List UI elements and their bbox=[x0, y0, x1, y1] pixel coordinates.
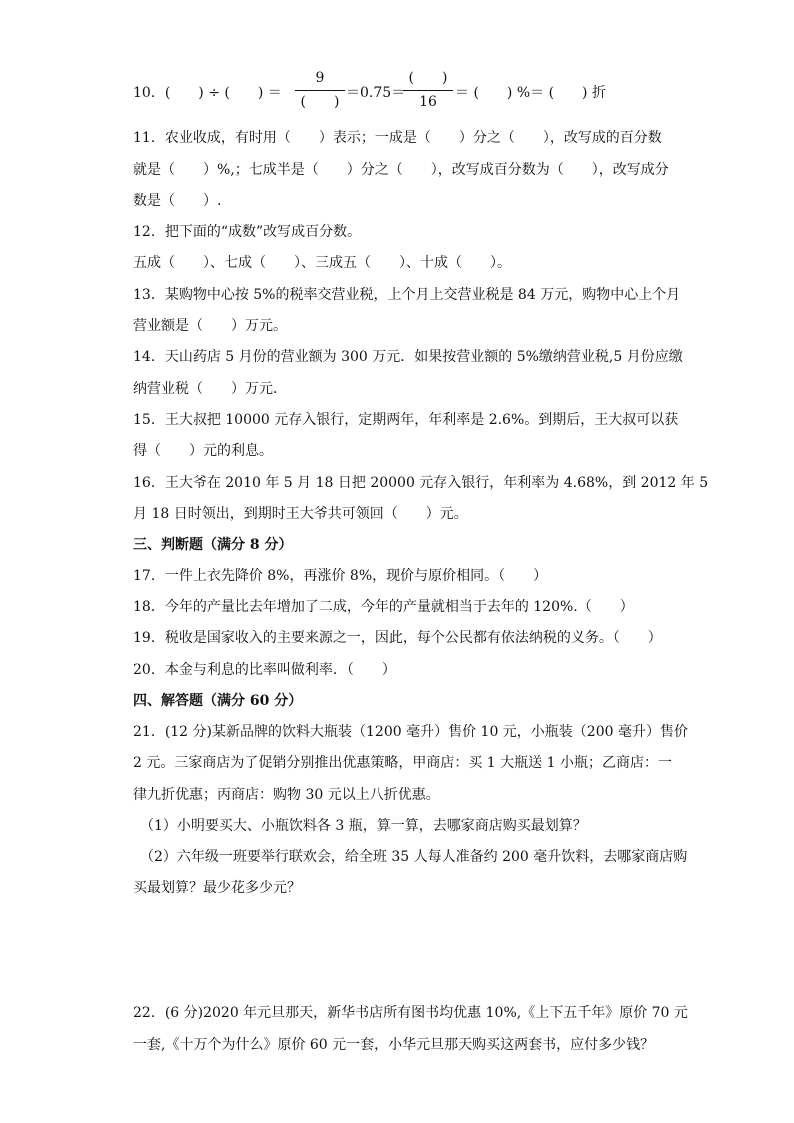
section-heading-judgment: 三、判断题（满分 8 分） bbox=[133, 537, 293, 553]
section-heading-solve: 四、解答题（满分 60 分） bbox=[133, 693, 303, 709]
q15-line-1: 15．王大叔把 10000 元存入银行，定期两年，年利率是 2.6%。到期后，王大叔可以获 bbox=[133, 412, 679, 428]
q17-line: 17．一件上衣先降价 8%，再涨价 8%，现价与原价相同。（ ） bbox=[133, 568, 548, 584]
q20-line: 20．本金与利息的比率叫做利率．（ ） bbox=[133, 662, 396, 678]
q21-sub-2-line-2: 买最划算？最少花多少元？ bbox=[133, 880, 301, 896]
q16-line-1: 16．王大爷在 2010 年 5 月 18 日把 20000 元存入银行，年利率为 4.68%，到 2012 年 5 bbox=[133, 475, 709, 491]
q10-fraction-1 bbox=[295, 68, 345, 112]
q22-line-2: 一套,《十万个为什么》原价 60 元一套，小华元旦那天购买这两套书，应付多少钱？ bbox=[133, 1037, 655, 1053]
q11-line-1: 11．农业收成，有时用（ ）表示；一成是（ ）分之（ ），改写成的百分数 bbox=[133, 130, 662, 146]
q10-frac1-denominator: ( ) bbox=[300, 94, 340, 110]
q18-line: 18．今年的产量比去年增加了二成，今年的产量就相当于去年的 120%.（ ） bbox=[133, 599, 634, 615]
q10-frac1-numerator: 9 bbox=[315, 70, 325, 86]
q15-line-2: 得（ ）元的利息。 bbox=[133, 443, 273, 459]
q11-line-2: 就是（ ）%,；七成半是（ ）分之（ ），改写成百分数为（ ），改写成分 bbox=[133, 162, 669, 178]
q21-sub-1: （1）小明要买大、小瓶饮料各 3 瓶，算一算，去哪家商店购买最划算？ bbox=[140, 818, 587, 834]
q10-frac2-numerator: ( ) bbox=[408, 70, 448, 86]
q10-fraction-2 bbox=[403, 68, 453, 112]
q14-line-2: 纳营业税（ ）万元． bbox=[133, 381, 287, 397]
fraction-bar bbox=[295, 90, 345, 91]
q10-part3: ＝ ( ) %＝ ( ) 折 bbox=[455, 85, 606, 101]
q10-part1: 10．( ) ÷ ( ) ＝ bbox=[133, 85, 282, 101]
q11-line-3: 数是（ ）. bbox=[133, 193, 222, 209]
fraction-bar bbox=[403, 90, 453, 91]
q21-line-1: 21．(12 分)某新品牌的饮料大瓶装（1200 毫升）售价 10 元，小瓶装（200 毫升）售价 bbox=[133, 724, 688, 740]
q22-line-1: 22．(6 分)2020 年元旦那天，新华书店所有图书均优惠 10%,《上下五千年》原价 70 元 bbox=[133, 1005, 688, 1021]
q12-line-1: 12．把下面的“成数”改写成百分数。 bbox=[133, 224, 362, 240]
q21-line-3: 律九折优惠；丙商店：购物 30 元以上八折优惠。 bbox=[133, 787, 440, 803]
q14-line-1: 14．天山药店 5 月份的营业额为 300 万元．如果按营业额的 5%缴纳营业税,5 月份应缴 bbox=[133, 349, 683, 365]
q19-line: 19．税收是国家收入的主要来源之一，因此，每个公民都有依法纳税的义务。（ ） bbox=[133, 630, 662, 646]
q13-line-1: 13．某购物中心按 5%的税率交营业税，上个月上交营业税是 84 万元，购物中心上个月 bbox=[133, 287, 681, 303]
q13-line-2: 营业额是（ ）万元。 bbox=[133, 318, 287, 334]
q21-sub-2-line-1: （2）六年级一班要举行联欢会，给全班 35 人每人准备约 200 毫升饮料，去哪家商店购 bbox=[140, 849, 688, 865]
q10-frac2-denominator: 16 bbox=[419, 94, 437, 110]
q16-line-2: 月 18 日时领出，到期时王大爷共可领回（ ）元。 bbox=[133, 506, 468, 522]
q12-line-2: 五成（ ）、七成（ ）、三成五（ ）、十成（ ）。 bbox=[133, 255, 511, 271]
q10-part2: ＝0.75＝ bbox=[346, 85, 406, 101]
q21-line-2: 2 元。三家商店为了促销分别推出优惠策略，甲商店：买 1 大瓶送 1 小瓶；乙商店：一 bbox=[133, 755, 672, 771]
